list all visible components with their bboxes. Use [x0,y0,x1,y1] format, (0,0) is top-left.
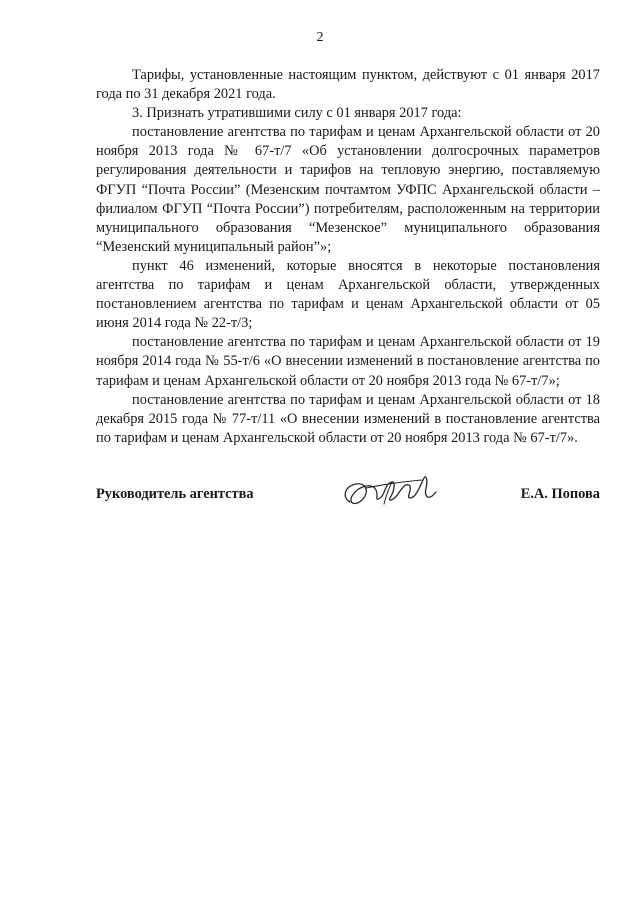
signatory-title: Руководитель агентства [96,486,254,502]
signature-block [96,472,600,512]
paragraph-resolution-77: постановление агентства по тарифам и ценам Архангельской области от 18 декабря 2015 года № 77-т/11 «О внесении изменений в постановление агентства по тарифам и ценам Архангельской области от 20 ноября 2013 года № 67-т/7». [96,391,600,446]
paragraph-clause-46: пункт 46 изменений, которые вносятся в некоторые постановления агентства по тарифам и ценам Архангельской области, утвержденных постановлением агентства по тарифам и ценам Архангельской области от 05 июня 2014 года № 22-т/3; [96,257,600,332]
paragraph-tariff-validity: Тарифы, установленные настоящим пунктом, действуют с 01 января 2017 года по 31 декабря 2021 года. [96,67,600,103]
paragraph-resolution-55: постановление агентства по тарифам и ценам Архангельской области от 19 ноября 2014 года № 55-т/6 «О внесении изменений в постановление агентства по тарифам и ценам Архангельской области от 20 ноября 2013 года № 67-т/7»; [96,334,600,389]
signatory-name: Е.А. Попова [520,486,600,502]
paragraph-item-3: 3. Признать утратившими силу с 01 января 2017 года: [132,105,462,122]
paragraph-resolution-67: постановление агентства по тарифам и ценам Архангельской области от 20 ноября 2013 года № 67-т/7 «Об установлении долгосрочных параметров регулирования деятельности и тарифов на тепловую энергию, поставляемую ФГУП “Почта России” (Мезенским почтамтом УФПС Архангельской области – филиалом ФГУП “Почта России”) потребителям, расположенным на территории муниципального образования “Мезенское” муниципального образования “Мезенский муниципальный район”»; [96,124,600,255]
page-number: 2 [316,30,324,45]
handwritten-signature [336,468,446,516]
document-body [96,66,600,448]
